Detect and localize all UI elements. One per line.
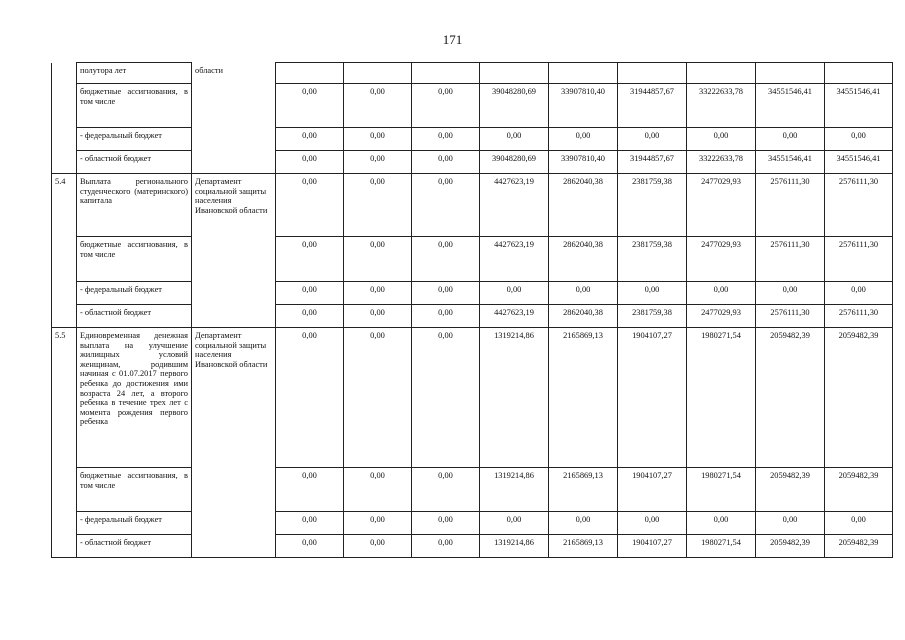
value-cell: 0,00 [412, 128, 480, 151]
row-index-cell: 5.5 [52, 328, 77, 468]
executor-cell [192, 305, 276, 328]
value-cell: 2165869,13 [549, 328, 618, 468]
value-cell: 0,00 [412, 174, 480, 237]
executor-cell: области [192, 63, 276, 84]
value-cell: 2059482,39 [825, 535, 893, 558]
value-cell [276, 63, 344, 84]
executor-cell [192, 468, 276, 512]
value-cell: 0,00 [344, 84, 412, 128]
table-row [52, 512, 893, 535]
value-cell: 0,00 [618, 512, 687, 535]
value-cell: 2059482,39 [825, 328, 893, 468]
value-cell: 1319214,86 [480, 535, 549, 558]
table-row [52, 84, 893, 128]
value-cell: 2576111,30 [825, 305, 893, 328]
value-cell: 2059482,39 [756, 468, 825, 512]
value-cell: 0,00 [412, 237, 480, 282]
value-cell: 0,00 [756, 512, 825, 535]
table-row [52, 151, 893, 174]
value-cell: 0,00 [344, 128, 412, 151]
value-cell: 33907810,40 [549, 84, 618, 128]
row-index-cell [52, 63, 77, 84]
value-cell: 4427623,19 [480, 305, 549, 328]
value-cell: 2477029,93 [687, 305, 756, 328]
value-cell: 33222633,78 [687, 151, 756, 174]
table-row [52, 328, 893, 468]
value-cell: 0,00 [412, 84, 480, 128]
executor-cell [192, 128, 276, 151]
value-cell: 2477029,93 [687, 237, 756, 282]
item-name-cell: - областной бюджет [77, 305, 192, 328]
value-cell: 1319214,86 [480, 468, 549, 512]
value-cell: 2862040,38 [549, 305, 618, 328]
value-cell: 33907810,40 [549, 151, 618, 174]
item-name-cell: - федеральный бюджет [77, 512, 192, 535]
table-row [52, 63, 893, 84]
value-cell [756, 63, 825, 84]
value-cell: 0,00 [276, 128, 344, 151]
table-row [52, 237, 893, 282]
item-name-cell: - федеральный бюджет [77, 128, 192, 151]
value-cell: 2059482,39 [825, 468, 893, 512]
value-cell: 0,00 [825, 282, 893, 305]
executor-cell [192, 84, 276, 128]
value-cell: 39048280,69 [480, 84, 549, 128]
value-cell: 2165869,13 [549, 468, 618, 512]
value-cell: 0,00 [344, 468, 412, 512]
value-cell: 2576111,30 [825, 174, 893, 237]
value-cell [549, 63, 618, 84]
value-cell: 0,00 [412, 468, 480, 512]
item-name-cell: бюджетные ассигнования, в том числе [77, 468, 192, 512]
item-name-cell: - областной бюджет [77, 151, 192, 174]
value-cell [412, 63, 480, 84]
value-cell: 0,00 [412, 282, 480, 305]
value-cell: 33222633,78 [687, 84, 756, 128]
value-cell: 0,00 [412, 305, 480, 328]
executor-cell [192, 512, 276, 535]
value-cell: 0,00 [756, 128, 825, 151]
value-cell: 0,00 [276, 237, 344, 282]
row-index-cell [52, 512, 77, 535]
value-cell: 39048280,69 [480, 151, 549, 174]
value-cell: 0,00 [344, 305, 412, 328]
value-cell: 31944857,67 [618, 84, 687, 128]
value-cell: 2576111,30 [756, 237, 825, 282]
value-cell: 0,00 [276, 84, 344, 128]
executor-cell [192, 237, 276, 282]
value-cell: 0,00 [276, 468, 344, 512]
item-name-cell: - федеральный бюджет [77, 282, 192, 305]
value-cell: 0,00 [276, 151, 344, 174]
value-cell: 1980271,54 [687, 535, 756, 558]
value-cell: 0,00 [412, 328, 480, 468]
value-cell: 0,00 [276, 328, 344, 468]
value-cell: 0,00 [687, 512, 756, 535]
row-index-cell [52, 535, 77, 558]
value-cell: 1904107,27 [618, 328, 687, 468]
page-number: 171 [442, 32, 463, 47]
row-index-cell [52, 237, 77, 282]
value-cell: 0,00 [480, 282, 549, 305]
table-row [52, 305, 893, 328]
row-index-cell: 5.4 [52, 174, 77, 237]
executor-cell [192, 282, 276, 305]
value-cell: 0,00 [344, 328, 412, 468]
value-cell: 2381759,38 [618, 174, 687, 237]
value-cell: 0,00 [825, 128, 893, 151]
value-cell [687, 63, 756, 84]
value-cell: 1904107,27 [618, 468, 687, 512]
item-name-cell: - областной бюджет [77, 535, 192, 558]
value-cell: 0,00 [549, 128, 618, 151]
value-cell: 31944857,67 [618, 151, 687, 174]
value-cell: 0,00 [276, 282, 344, 305]
table-row [52, 128, 893, 151]
value-cell: 34551546,41 [825, 84, 893, 128]
executor-cell: Департамент социальной защиты населения Ивановской области [192, 174, 276, 237]
item-name-cell: Единовременная денежная выплата на улучшение жилищных условий женщинам, родившим начиная с 01.07.2017 первого ребенка до достижения ими возраста 24 лет, а второго ребенка в течение трех лет с момента рождения первого ребенка [77, 328, 192, 468]
table-row [52, 535, 893, 558]
value-cell: 0,00 [825, 512, 893, 535]
value-cell: 0,00 [618, 282, 687, 305]
value-cell: 4427623,19 [480, 174, 549, 237]
value-cell: 0,00 [276, 305, 344, 328]
value-cell: 0,00 [549, 282, 618, 305]
value-cell: 2381759,38 [618, 305, 687, 328]
value-cell: 2059482,39 [756, 535, 825, 558]
item-name-cell: полутора лет [77, 63, 192, 84]
budget-table [51, 62, 893, 558]
value-cell [825, 63, 893, 84]
item-name-cell: бюджетные ассигнования, в том числе [77, 237, 192, 282]
item-name-cell: Выплата регионального студенческого (материнского) капитала [77, 174, 192, 237]
table-row [52, 174, 893, 237]
value-cell [480, 63, 549, 84]
value-cell: 34551546,41 [756, 84, 825, 128]
value-cell: 0,00 [412, 151, 480, 174]
value-cell: 0,00 [756, 282, 825, 305]
value-cell: 0,00 [344, 282, 412, 305]
item-name-cell: бюджетные ассигнования, в том числе [77, 84, 192, 128]
value-cell: 0,00 [344, 174, 412, 237]
value-cell: 1980271,54 [687, 468, 756, 512]
value-cell: 2576111,30 [756, 305, 825, 328]
value-cell: 0,00 [344, 151, 412, 174]
row-index-cell [52, 282, 77, 305]
value-cell: 0,00 [480, 128, 549, 151]
value-cell [344, 63, 412, 84]
executor-cell [192, 151, 276, 174]
value-cell: 2576111,30 [825, 237, 893, 282]
value-cell: 2165869,13 [549, 535, 618, 558]
value-cell: 0,00 [276, 512, 344, 535]
value-cell: 34551546,41 [756, 151, 825, 174]
row-index-cell [52, 305, 77, 328]
value-cell: 2862040,38 [549, 174, 618, 237]
value-cell: 2381759,38 [618, 237, 687, 282]
value-cell: 2059482,39 [756, 328, 825, 468]
table-row [52, 468, 893, 512]
value-cell: 2862040,38 [549, 237, 618, 282]
value-cell: 0,00 [618, 128, 687, 151]
value-cell: 2576111,30 [756, 174, 825, 237]
value-cell: 1980271,54 [687, 328, 756, 468]
value-cell: 0,00 [687, 282, 756, 305]
row-index-cell [52, 468, 77, 512]
value-cell: 4427623,19 [480, 237, 549, 282]
value-cell: 1319214,86 [480, 328, 549, 468]
value-cell: 0,00 [344, 237, 412, 282]
row-index-cell [52, 128, 77, 151]
value-cell: 1904107,27 [618, 535, 687, 558]
row-index-cell [52, 84, 77, 128]
value-cell: 2477029,93 [687, 174, 756, 237]
value-cell: 34551546,41 [825, 151, 893, 174]
value-cell: 0,00 [412, 512, 480, 535]
value-cell: 0,00 [344, 535, 412, 558]
value-cell: 0,00 [549, 512, 618, 535]
value-cell: 0,00 [687, 128, 756, 151]
executor-cell: Департамент социальной защиты населения Ивановской области [192, 328, 276, 468]
value-cell: 0,00 [276, 174, 344, 237]
table-body [52, 63, 893, 558]
row-index-cell [52, 151, 77, 174]
value-cell: 0,00 [344, 512, 412, 535]
value-cell: 0,00 [480, 512, 549, 535]
value-cell: 0,00 [412, 535, 480, 558]
executor-cell [192, 535, 276, 558]
value-cell: 0,00 [276, 535, 344, 558]
table-row [52, 282, 893, 305]
value-cell [618, 63, 687, 84]
